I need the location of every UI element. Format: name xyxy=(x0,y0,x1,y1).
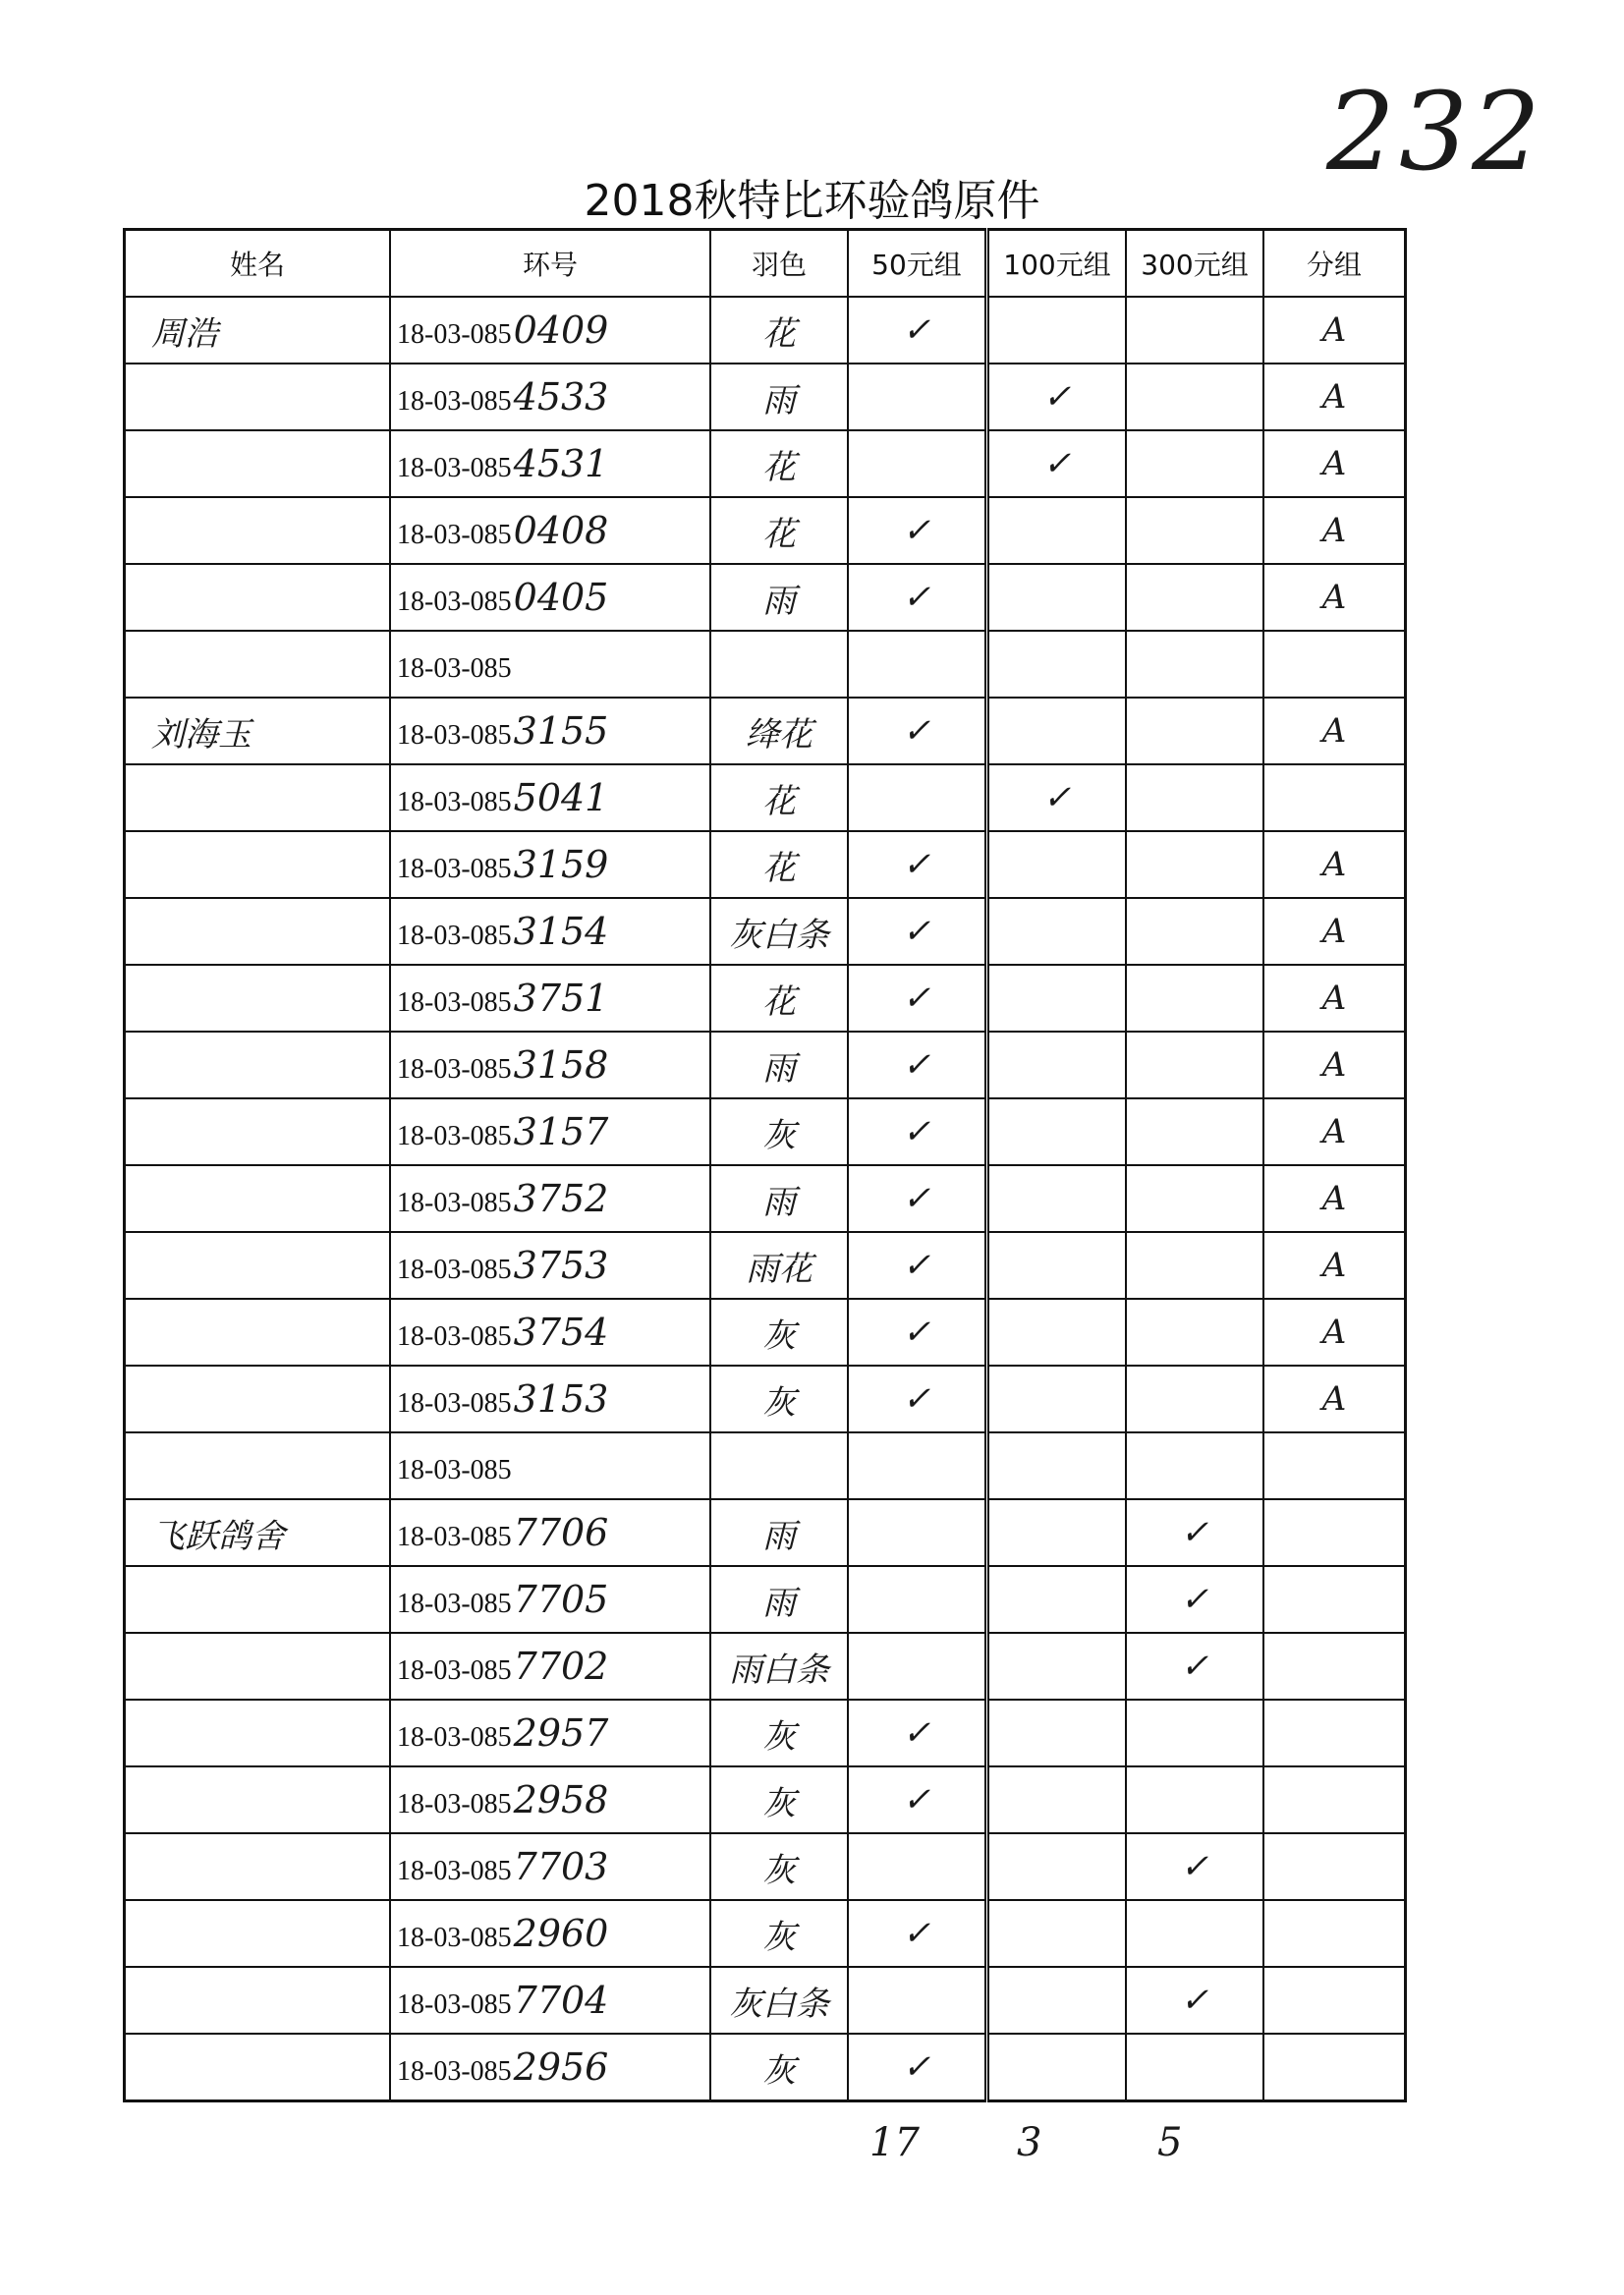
group-letter-cell: A xyxy=(1263,430,1406,497)
table-row xyxy=(125,1232,1406,1299)
group-300-cell: ✓ xyxy=(1126,1633,1263,1700)
group-100-cell: ✓ xyxy=(987,430,1127,497)
group-letter-cell: A xyxy=(1263,1098,1406,1165)
owner-name-cell xyxy=(125,831,391,898)
ring-number-cell xyxy=(390,564,710,631)
group-50-cell: ✓ xyxy=(848,965,987,1032)
group-100-cell: ✓ xyxy=(987,364,1127,430)
group-letter-cell: A xyxy=(1263,1032,1406,1098)
ring-suffix: 7704 xyxy=(513,1979,609,2022)
group-300-cell xyxy=(1126,1032,1263,1098)
group-100-cell xyxy=(987,1967,1127,2034)
ring-prefix: 18-03-085 xyxy=(397,1856,512,1886)
owner-name-cell xyxy=(125,1299,391,1366)
group-100-cell xyxy=(987,1700,1127,1766)
ring-suffix: 4533 xyxy=(513,375,609,419)
group-50-cell: ✓ xyxy=(848,1098,987,1165)
feather-color-cell: 雨白条 xyxy=(710,1633,848,1700)
ring-number-cell xyxy=(390,965,710,1032)
feather-color-cell: 灰白条 xyxy=(710,1967,848,2034)
group-300-cell xyxy=(1126,497,1263,564)
ring-prefix: 18-03-085 xyxy=(397,1321,512,1352)
feather-color-cell: 雨 xyxy=(710,364,848,430)
group-300-cell xyxy=(1126,1900,1263,1967)
feather-color-cell: 雨 xyxy=(710,1165,848,1232)
registration-table xyxy=(123,228,1407,2102)
page-number: 232 xyxy=(1326,69,1544,195)
group-letter-cell: A xyxy=(1263,1366,1406,1432)
ring-number-cell xyxy=(390,1098,710,1165)
feather-color-cell: 灰 xyxy=(710,2034,848,2101)
ring-prefix: 18-03-085 xyxy=(397,787,512,817)
owner-name-cell xyxy=(125,1833,391,1900)
ring-suffix: 2957 xyxy=(513,1711,609,1755)
group-letter-cell: A xyxy=(1263,1165,1406,1232)
table-row xyxy=(125,1499,1406,1566)
group-50-cell xyxy=(848,364,987,430)
owner-name-cell xyxy=(125,2034,391,2101)
group-letter-cell xyxy=(1263,1700,1406,1766)
ring-suffix: 3754 xyxy=(513,1311,609,1354)
ring-suffix: 3158 xyxy=(513,1043,609,1087)
group-100-cell xyxy=(987,831,1127,898)
ring-prefix: 18-03-085 xyxy=(397,1522,512,1552)
ring-number-cell xyxy=(390,1833,710,1900)
group-letter-cell xyxy=(1263,631,1406,698)
ring-suffix: 3157 xyxy=(513,1110,609,1153)
ring-prefix: 18-03-085 xyxy=(397,1923,512,1953)
group-300-cell xyxy=(1126,631,1263,698)
owner-name-cell xyxy=(125,1098,391,1165)
table-row xyxy=(125,430,1406,497)
owner-name-cell: 刘海玉 xyxy=(125,698,391,764)
group-100-cell xyxy=(987,965,1127,1032)
total-100-group: 3 xyxy=(1017,2120,1042,2165)
ring-suffix: 3159 xyxy=(513,843,609,886)
group-50-cell: ✓ xyxy=(848,1766,987,1833)
table-row xyxy=(125,1032,1406,1098)
group-letter-cell xyxy=(1263,1766,1406,1833)
group-letter-cell xyxy=(1263,1833,1406,1900)
ring-number-cell xyxy=(390,1232,710,1299)
group-letter-cell xyxy=(1263,1566,1406,1633)
group-50-cell xyxy=(848,1432,987,1499)
ring-prefix: 18-03-085 xyxy=(397,1455,512,1485)
ring-prefix: 18-03-085 xyxy=(397,1722,512,1753)
group-300-cell xyxy=(1126,698,1263,764)
ring-number-cell xyxy=(390,1766,710,1833)
table-row xyxy=(125,1098,1406,1165)
group-letter-cell xyxy=(1263,1432,1406,1499)
ring-prefix: 18-03-085 xyxy=(397,653,512,684)
group-100-cell xyxy=(987,1566,1127,1633)
group-letter-cell xyxy=(1263,1900,1406,1967)
header-name: 姓名 xyxy=(125,230,391,298)
group-100-cell xyxy=(987,631,1127,698)
feather-color-cell: 灰白条 xyxy=(710,898,848,965)
owner-name-cell xyxy=(125,1566,391,1633)
feather-color-cell: 雨 xyxy=(710,1032,848,1098)
group-letter-cell: A xyxy=(1263,497,1406,564)
ring-suffix: 2958 xyxy=(513,1778,609,1821)
ring-number-cell xyxy=(390,1900,710,1967)
ring-suffix: 3155 xyxy=(513,709,609,753)
ring-number-cell xyxy=(390,1499,710,1566)
group-300-cell xyxy=(1126,898,1263,965)
ring-number-cell xyxy=(390,631,710,698)
group-300-cell: ✓ xyxy=(1126,1967,1263,2034)
table-row xyxy=(125,2034,1406,2101)
ring-prefix: 18-03-085 xyxy=(397,1655,512,1686)
group-100-cell xyxy=(987,297,1127,364)
feather-color-cell: 花 xyxy=(710,497,848,564)
owner-name-cell xyxy=(125,631,391,698)
group-50-cell: ✓ xyxy=(848,1700,987,1766)
ring-prefix: 18-03-085 xyxy=(397,1121,512,1151)
group-100-cell xyxy=(987,1165,1127,1232)
owner-name-cell xyxy=(125,1165,391,1232)
group-300-cell xyxy=(1126,1432,1263,1499)
group-50-cell: ✓ xyxy=(848,297,987,364)
table-row xyxy=(125,297,1406,364)
ring-prefix: 18-03-085 xyxy=(397,319,512,350)
ring-prefix: 18-03-085 xyxy=(397,987,512,1018)
group-100-cell xyxy=(987,497,1127,564)
owner-name-cell xyxy=(125,1766,391,1833)
group-50-cell: ✓ xyxy=(848,698,987,764)
ring-suffix: 4531 xyxy=(513,442,609,485)
ring-prefix: 18-03-085 xyxy=(397,587,512,617)
ring-prefix: 18-03-085 xyxy=(397,1188,512,1218)
group-50-cell xyxy=(848,1499,987,1566)
group-300-cell xyxy=(1126,1232,1263,1299)
group-50-cell: ✓ xyxy=(848,1165,987,1232)
feather-color-cell: 灰 xyxy=(710,1900,848,1967)
owner-name-cell xyxy=(125,1232,391,1299)
table-row xyxy=(125,1700,1406,1766)
group-50-cell: ✓ xyxy=(848,1032,987,1098)
group-300-cell xyxy=(1126,564,1263,631)
ring-number-cell xyxy=(390,1633,710,1700)
feather-color-cell: 绛花 xyxy=(710,698,848,764)
feather-color-cell: 灰 xyxy=(710,1700,848,1766)
table-row xyxy=(125,497,1406,564)
ring-suffix: 7706 xyxy=(513,1511,609,1554)
table-row xyxy=(125,364,1406,430)
table-row xyxy=(125,1633,1406,1700)
table-row xyxy=(125,764,1406,831)
group-letter-cell xyxy=(1263,764,1406,831)
ring-prefix: 18-03-085 xyxy=(397,1054,512,1085)
ring-prefix: 18-03-085 xyxy=(397,520,512,550)
group-100-cell xyxy=(987,1900,1127,1967)
ring-number-cell xyxy=(390,1299,710,1366)
owner-name-cell xyxy=(125,430,391,497)
document-title: 2018秋特比环验鸽原件 xyxy=(584,176,1040,226)
group-letter-cell: A xyxy=(1263,831,1406,898)
ring-prefix: 18-03-085 xyxy=(397,1989,512,2020)
header-50-group: 50元组 xyxy=(848,230,987,298)
ring-prefix: 18-03-085 xyxy=(397,1789,512,1819)
owner-name-cell xyxy=(125,1900,391,1967)
ring-number-cell xyxy=(390,1032,710,1098)
owner-name-cell xyxy=(125,965,391,1032)
ring-suffix: 3751 xyxy=(513,977,609,1020)
ring-prefix: 18-03-085 xyxy=(397,854,512,884)
feather-color-cell: 雨花 xyxy=(710,1232,848,1299)
owner-name-cell: 飞跃鸽舍 xyxy=(125,1499,391,1566)
owner-name-cell xyxy=(125,1366,391,1432)
group-300-cell: ✓ xyxy=(1126,1499,1263,1566)
group-letter-cell: A xyxy=(1263,564,1406,631)
feather-color-cell: 花 xyxy=(710,297,848,364)
group-300-cell xyxy=(1126,430,1263,497)
header-group: 分组 xyxy=(1263,230,1406,298)
group-50-cell: ✓ xyxy=(848,497,987,564)
total-50-group: 17 xyxy=(869,2120,920,2165)
group-50-cell xyxy=(848,1967,987,2034)
table-row xyxy=(125,1766,1406,1833)
group-letter-cell xyxy=(1263,1967,1406,2034)
ring-suffix: 3753 xyxy=(513,1244,609,1287)
group-100-cell xyxy=(987,1432,1127,1499)
group-100-cell xyxy=(987,898,1127,965)
group-letter-cell: A xyxy=(1263,1232,1406,1299)
feather-color-cell: 雨 xyxy=(710,1499,848,1566)
owner-name-cell xyxy=(125,364,391,430)
table-row xyxy=(125,698,1406,764)
group-50-cell: ✓ xyxy=(848,1299,987,1366)
ring-suffix: 5041 xyxy=(513,776,609,819)
group-50-cell: ✓ xyxy=(848,564,987,631)
table-row xyxy=(125,1432,1406,1499)
group-300-cell xyxy=(1126,1766,1263,1833)
table-row xyxy=(125,1299,1406,1366)
header-100-group: 100元组 xyxy=(987,230,1127,298)
group-letter-cell: A xyxy=(1263,698,1406,764)
table-row xyxy=(125,1833,1406,1900)
ring-number-cell xyxy=(390,430,710,497)
feather-color-cell: 花 xyxy=(710,430,848,497)
owner-name-cell xyxy=(125,1432,391,1499)
ring-suffix: 7703 xyxy=(513,1845,609,1888)
feather-color-cell: 灰 xyxy=(710,1098,848,1165)
header-300-group: 300元组 xyxy=(1126,230,1263,298)
ring-number-cell xyxy=(390,364,710,430)
ring-suffix: 0405 xyxy=(513,576,609,619)
group-letter-cell xyxy=(1263,1633,1406,1700)
owner-name-cell xyxy=(125,1967,391,2034)
group-100-cell: ✓ xyxy=(987,764,1127,831)
group-300-cell xyxy=(1126,1098,1263,1165)
ring-number-cell xyxy=(390,898,710,965)
ring-prefix: 18-03-085 xyxy=(397,2056,512,2087)
group-100-cell xyxy=(987,564,1127,631)
group-letter-cell: A xyxy=(1263,1299,1406,1366)
group-letter-cell: A xyxy=(1263,297,1406,364)
ring-suffix: 3154 xyxy=(513,910,609,953)
table-row xyxy=(125,1366,1406,1432)
table-row xyxy=(125,898,1406,965)
ring-prefix: 18-03-085 xyxy=(397,1255,512,1285)
group-50-cell: ✓ xyxy=(848,1900,987,1967)
group-50-cell xyxy=(848,1566,987,1633)
ring-prefix: 18-03-085 xyxy=(397,1388,512,1419)
group-100-cell xyxy=(987,1366,1127,1432)
table-row xyxy=(125,965,1406,1032)
feather-color-cell: 灰 xyxy=(710,1766,848,1833)
group-300-cell: ✓ xyxy=(1126,1566,1263,1633)
group-300-cell xyxy=(1126,764,1263,831)
header-ring: 环号 xyxy=(390,230,710,298)
group-100-cell xyxy=(987,1766,1127,1833)
table-row xyxy=(125,1967,1406,2034)
ring-number-cell xyxy=(390,1366,710,1432)
ring-prefix: 18-03-085 xyxy=(397,720,512,751)
group-50-cell xyxy=(848,1833,987,1900)
table-row xyxy=(125,631,1406,698)
group-50-cell xyxy=(848,764,987,831)
ring-suffix: 2960 xyxy=(513,1912,609,1955)
table-row xyxy=(125,564,1406,631)
group-100-cell xyxy=(987,1633,1127,1700)
group-50-cell xyxy=(848,430,987,497)
group-100-cell xyxy=(987,1499,1127,1566)
group-letter-cell: A xyxy=(1263,898,1406,965)
group-50-cell xyxy=(848,631,987,698)
group-300-cell xyxy=(1126,965,1263,1032)
table-row xyxy=(125,1165,1406,1232)
ring-number-cell xyxy=(390,1432,710,1499)
feather-color-cell: 花 xyxy=(710,965,848,1032)
owner-name-cell xyxy=(125,764,391,831)
ring-prefix: 18-03-085 xyxy=(397,1589,512,1619)
group-300-cell xyxy=(1126,1700,1263,1766)
feather-color-cell: 灰 xyxy=(710,1366,848,1432)
feather-color-cell: 雨 xyxy=(710,1566,848,1633)
ring-suffix: 2956 xyxy=(513,2045,609,2089)
ring-number-cell xyxy=(390,831,710,898)
feather-color-cell: 花 xyxy=(710,831,848,898)
group-100-cell xyxy=(987,1098,1127,1165)
ring-number-cell xyxy=(390,1967,710,2034)
group-300-cell xyxy=(1126,831,1263,898)
ring-suffix: 7705 xyxy=(513,1578,609,1621)
ring-number-cell xyxy=(390,1566,710,1633)
ring-number-cell xyxy=(390,698,710,764)
group-300-cell: ✓ xyxy=(1126,1833,1263,1900)
owner-name-cell xyxy=(125,497,391,564)
ring-suffix: 7702 xyxy=(513,1645,609,1688)
ring-suffix: 3153 xyxy=(513,1377,609,1421)
ring-number-cell xyxy=(390,2034,710,2101)
owner-name-cell xyxy=(125,1032,391,1098)
group-letter-cell: A xyxy=(1263,364,1406,430)
group-100-cell xyxy=(987,2034,1127,2101)
group-300-cell xyxy=(1126,364,1263,430)
feather-color-cell: 灰 xyxy=(710,1299,848,1366)
ring-suffix: 0409 xyxy=(513,308,609,352)
owner-name-cell xyxy=(125,564,391,631)
group-50-cell: ✓ xyxy=(848,1232,987,1299)
feather-color-cell: 雨 xyxy=(710,564,848,631)
group-100-cell xyxy=(987,1299,1127,1366)
group-300-cell xyxy=(1126,297,1263,364)
table-row xyxy=(125,1566,1406,1633)
table-row xyxy=(125,831,1406,898)
ring-number-cell xyxy=(390,1165,710,1232)
ring-suffix: 0408 xyxy=(513,509,609,552)
ring-suffix: 3752 xyxy=(513,1177,609,1220)
table-row xyxy=(125,1900,1406,1967)
ring-number-cell xyxy=(390,297,710,364)
group-100-cell xyxy=(987,1232,1127,1299)
owner-name-cell xyxy=(125,1700,391,1766)
ring-prefix: 18-03-085 xyxy=(397,386,512,417)
group-50-cell: ✓ xyxy=(848,1366,987,1432)
feather-color-cell xyxy=(710,1432,848,1499)
ring-number-cell xyxy=(390,1700,710,1766)
group-letter-cell xyxy=(1263,1499,1406,1566)
feather-color-cell xyxy=(710,631,848,698)
group-50-cell: ✓ xyxy=(848,898,987,965)
group-300-cell xyxy=(1126,2034,1263,2101)
feather-color-cell: 花 xyxy=(710,764,848,831)
ring-prefix: 18-03-085 xyxy=(397,921,512,951)
total-300-group: 5 xyxy=(1157,2120,1183,2165)
group-100-cell xyxy=(987,698,1127,764)
feather-color-cell: 灰 xyxy=(710,1833,848,1900)
group-100-cell xyxy=(987,1833,1127,1900)
group-300-cell xyxy=(1126,1165,1263,1232)
owner-name-cell: 周浩 xyxy=(125,297,391,364)
group-300-cell xyxy=(1126,1299,1263,1366)
table-header-row xyxy=(125,230,1406,298)
group-300-cell xyxy=(1126,1366,1263,1432)
group-50-cell: ✓ xyxy=(848,2034,987,2101)
ring-prefix: 18-03-085 xyxy=(397,453,512,483)
group-letter-cell: A xyxy=(1263,965,1406,1032)
owner-name-cell xyxy=(125,898,391,965)
ring-number-cell xyxy=(390,764,710,831)
header-color: 羽色 xyxy=(710,230,848,298)
group-50-cell: ✓ xyxy=(848,831,987,898)
owner-name-cell xyxy=(125,1633,391,1700)
group-100-cell xyxy=(987,1032,1127,1098)
group-letter-cell xyxy=(1263,2034,1406,2101)
ring-number-cell xyxy=(390,497,710,564)
group-50-cell xyxy=(848,1633,987,1700)
